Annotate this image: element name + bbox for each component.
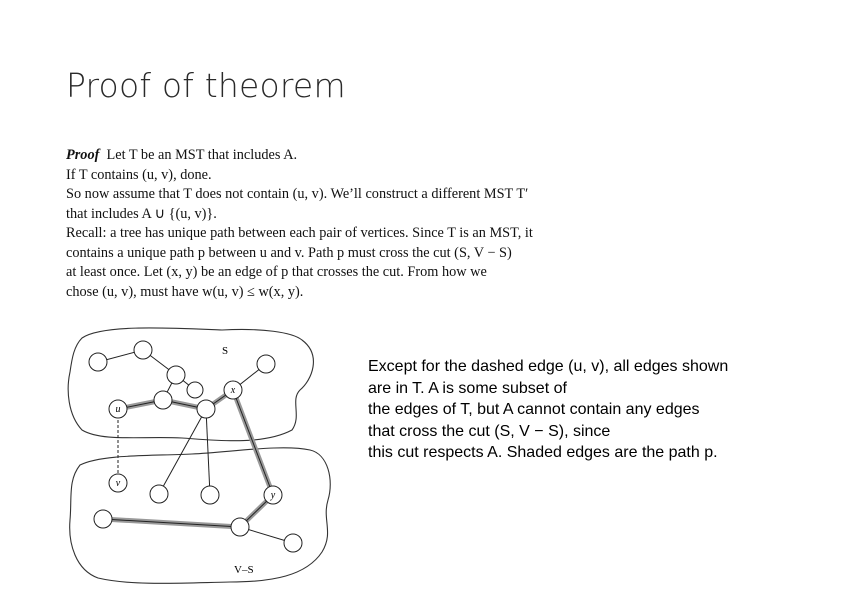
proof-line-8: chose (u, v), must have w(u, v) ≤ w(x, y).	[66, 283, 304, 300]
label-v: v	[115, 478, 121, 489]
node	[197, 400, 215, 418]
tree-edges	[98, 350, 293, 543]
caption-line-1: Except for the dashed edge (u, v), all edges shown	[368, 358, 729, 375]
node	[154, 391, 172, 409]
proof-block	[66, 146, 596, 302]
node	[201, 486, 219, 504]
proof-line-2: If T contains (u, v), done.	[66, 166, 212, 183]
label-u: u	[115, 404, 121, 415]
graph-figure	[62, 320, 342, 590]
node	[150, 485, 168, 503]
slide-title: Proof of theorem	[66, 66, 346, 105]
caption-line-5: this cut respects A. Shaded edges are the path p.	[368, 444, 718, 461]
proof-line-1	[66, 146, 596, 166]
caption-line-2: are in T. A is some subset of	[368, 379, 567, 397]
proof-line-4: that includes A ∪ {(u, v)}.	[66, 205, 217, 222]
node	[257, 355, 275, 373]
node	[134, 341, 152, 359]
node	[89, 353, 107, 371]
node	[187, 382, 203, 398]
proof-line-3: So now assume that T does not contain (u, v). We’ll construct a different MST T′	[66, 186, 529, 202]
node	[231, 518, 249, 536]
label-vs: V–S	[234, 564, 254, 576]
node	[94, 510, 112, 528]
proof-line-1-text: Let T be an MST that includes A.	[106, 147, 298, 163]
proof-line-7: at least once. Let (x, y) be an edge of p that crosses the cut. From how we	[66, 264, 487, 280]
caption-line-3: the edges of T, but A cannot contain any edges	[368, 401, 700, 418]
label-s: S	[222, 345, 229, 357]
proof-line-5: Recall: a tree has unique path between each pair of vertices. Since T is an MST, it	[66, 225, 533, 241]
path-p	[103, 390, 273, 527]
label-x: x	[230, 385, 236, 396]
label-y: y	[270, 490, 276, 501]
figure-caption	[368, 356, 788, 464]
proof-line-6: contains a unique path p between u and v. Path p must cross the cut (S, V − S)	[66, 244, 512, 261]
caption-line-4: that cross the cut (S, V − S), since	[368, 422, 611, 440]
node	[167, 366, 185, 384]
proof-label: Proof	[66, 147, 100, 163]
node	[284, 534, 302, 552]
